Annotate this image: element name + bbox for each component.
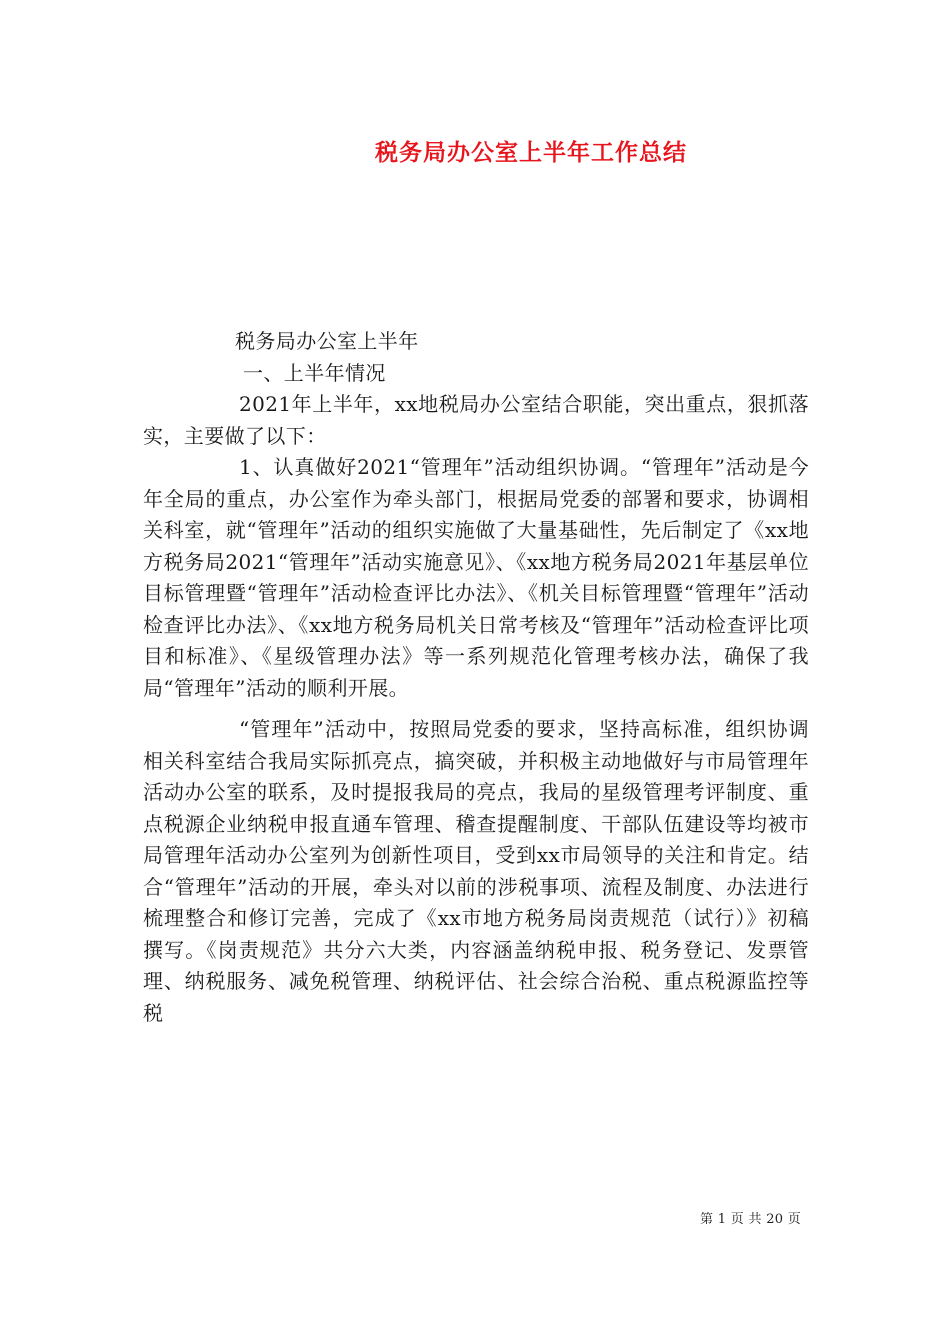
section-heading: 一、上半年情况 [243, 360, 386, 385]
body-paragraph: “管理年”活动中，按照局党委的要求，坚持高标准，组织协调相关科室结合我局实际抓亮点，搞突破，并积极主动地做好与市局管理年活动办公室的联系，及时提报我局的亮点，我局的星级管理考评制度、重点税源企业纳税申报直通车管理、稽查提醒制度、干部队伍建设等均被市局管理年活动办公室列为创新性项目，受到xx市局领导的关注和肯定。结合“管理年”活动的开展，牵头对以前的涉税事项、流程及制度、办法进行梳理整合和修订完善，完成了《xx市地方税务局岗责规范（试行）》初稿撰写。《岗责规范》共分六大类，内容涵盖纳税申报、税务登记、发票管理、纳税服务、减免税管理、纳税评估、社会综合治税、重点税源监控等税 [143, 717, 809, 1025]
page-number: 第 1 页 共 20 页 [700, 1212, 802, 1227]
body-paragraph: 2021年上半年，xx地税局办公室结合职能，突出重点，狠抓落实，主要做了以下： [143, 392, 809, 448]
document-title: 税务局办公室上半年工作总结 [375, 139, 687, 166]
document-subtitle: 税务局办公室上半年 [235, 329, 419, 353]
document-body [143, 326, 809, 1029]
body-paragraph: 1、认真做好2021“管理年”活动组织协调。“管理年”活动是今年全局的重点，办公室作为牵头部门，根据局党委的部署和要求，协调相关科室，就“管理年”活动的组织实施做了大量基础性，先后制定了《xx地方税务局2021“管理年”活动实施意见》、《xx地方税务局2021年基层单位目标管理暨“管理年”活动检查评比办法》、《机关目标管理暨“管理年”活动检查评比办法》、《xx地方税务局机关日常考核及“管理年”活动检查评比项目和标准》、《星级管理办法》等一系列规范化管理考核办法，确保了我局“管理年”活动的顺利开展。 [143, 455, 809, 700]
